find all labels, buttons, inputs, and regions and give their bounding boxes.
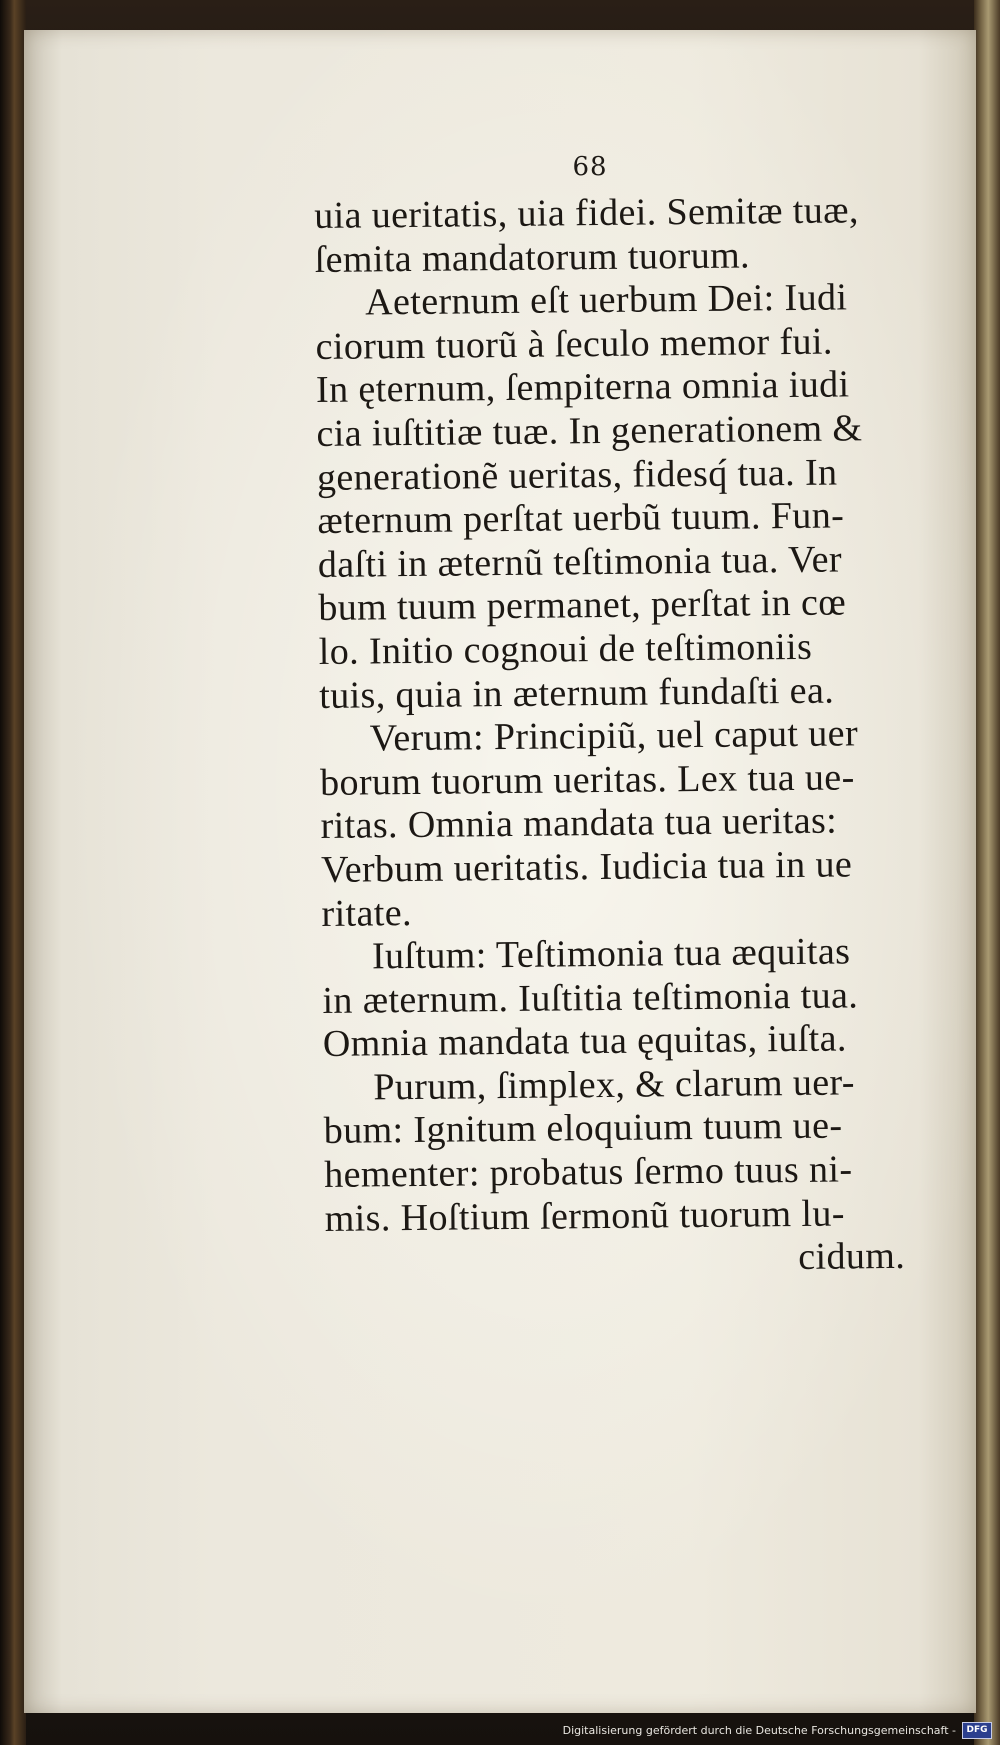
text-line: borum tuorum ueritas. Lex tua ue- xyxy=(319,756,855,804)
text-line: Iuſtum: Teſtimonia tua æquitas xyxy=(371,930,851,978)
text-line: generationẽ ueritas, fidesq́ tua. In xyxy=(316,451,838,499)
text-line: Aeternum eſt uerbum Dei: Iudi xyxy=(364,276,848,324)
paper-page xyxy=(24,30,976,1713)
text-line: mis. Hoſtium ſermonũ tuorum lu- xyxy=(324,1192,846,1240)
text-line: tuis, quia in æternum fundaſti ea. xyxy=(319,669,835,717)
catchword: cidum. xyxy=(798,1235,906,1279)
text-line: Omnia mandata tua ęquitas, iuſta. xyxy=(322,1017,848,1066)
text-line: ſemita mandatorum tuorum. xyxy=(314,234,751,281)
page-number: 68 xyxy=(572,152,608,182)
book-binding-edge xyxy=(0,0,26,1745)
body-text xyxy=(314,189,935,1285)
text-line: hementer: probatus ſermo tuus ni- xyxy=(324,1148,853,1197)
text-line: bum: Ignitum eloquium tuum ue- xyxy=(323,1104,843,1153)
text-line: in æternum. Iuſtitia teſtimonia tua. xyxy=(322,974,859,1022)
text-line: æternum perſtat uerbũ tuum. Fun- xyxy=(317,494,845,543)
text-line: Purum, ſimplex, & clarum uer- xyxy=(373,1061,856,1109)
text-line: bum tuum permanet, perſtat in cœ xyxy=(318,581,847,630)
text-line: Verum: Principiũ, uel caput uer xyxy=(369,712,859,760)
text-line: daſti in æternũ teſtimonia tua. Ver xyxy=(317,538,843,586)
digitization-credit xyxy=(563,1719,992,1741)
text-line: Verbum ueritatis. Iudicia tua in ue xyxy=(320,843,853,891)
book-page-edge xyxy=(974,0,1000,1745)
text-line: ritate. xyxy=(321,891,413,935)
text-line: In ęternum, ſempiterna omnia iudi xyxy=(315,363,850,412)
dfg-logo: DFG xyxy=(962,1722,992,1739)
credit-text: Digitalisierung gefördert durch die Deutsche Forschungsgemeinschaft - xyxy=(562,1723,956,1737)
text-line: cia iuſtitiæ tuæ. In generationem & xyxy=(316,407,863,455)
text-line: lo. Initio cognoui de teſtimoniis xyxy=(318,625,813,673)
text-line: uia ueritatis, uia fidei. Semitæ tuæ, xyxy=(314,189,860,237)
text-line: ritas. Omnia mandata tua ueritas: xyxy=(320,799,838,848)
text-line: ciorum tuorũ à ſeculo memor fui. xyxy=(315,320,833,368)
